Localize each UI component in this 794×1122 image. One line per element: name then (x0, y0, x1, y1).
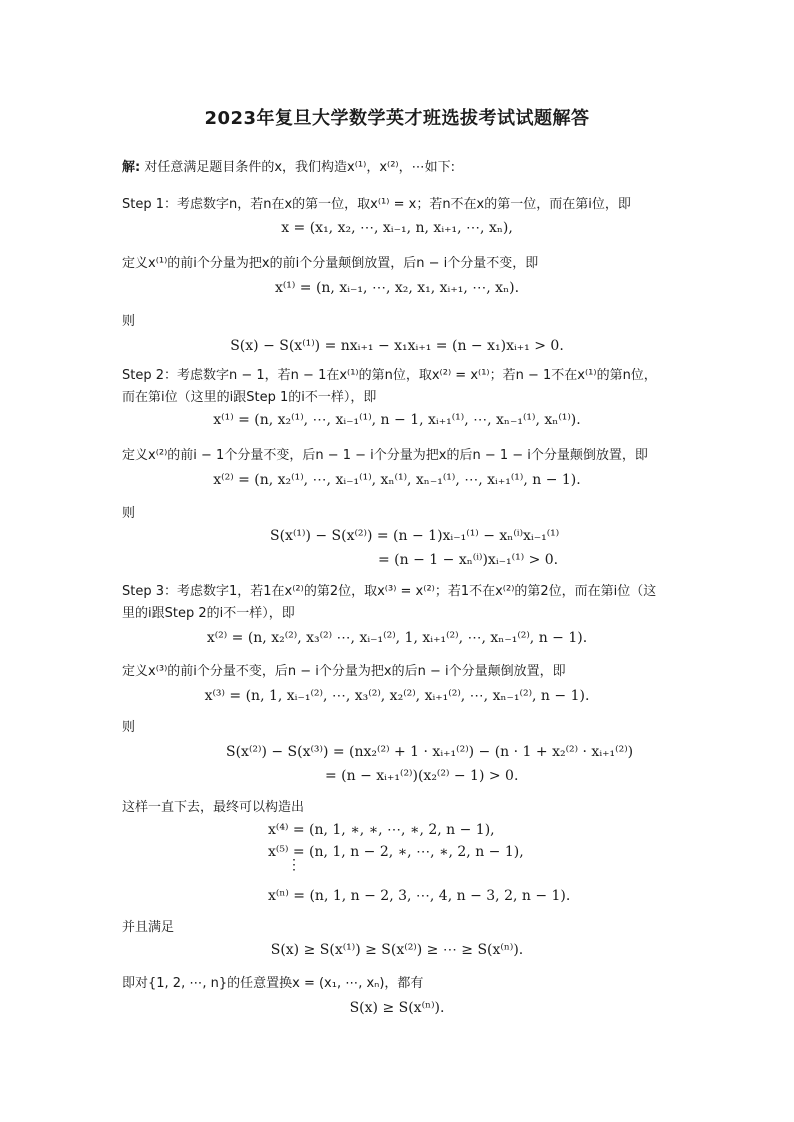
intro-line (122, 156, 455, 175)
step2-equation-x1: x⁽¹⁾ = (n, x₂⁽¹⁾, ⋯, xᵢ₋₁⁽¹⁾, n − 1, xᵢ₊₁⁽¹⁾, ⋯, xₙ₋₁⁽¹⁾, xₙ⁽¹⁾). (213, 412, 581, 428)
step2-inequality-line1: S(x⁽¹⁾) − S(x⁽²⁾) = (n − 1)xᵢ₋₁⁽¹⁾ − xₙ⁽ⁱ⁾xᵢ₋₁⁽¹⁾ (270, 528, 560, 544)
step3-equation-x3: x⁽³⁾ = (n, 1, xᵢ₋₁⁽²⁾, ⋯, x₃⁽²⁾, x₂⁽²⁾, xᵢ₊₁⁽²⁾, ⋯, xₙ₋₁⁽²⁾, n − 1). (204, 688, 590, 704)
step3-then: 则 (122, 720, 136, 735)
equation-xn: x⁽ⁿ⁾ = (n, 1, n − 2, 3, ⋯, 4, n − 3, 2, n − 1). (268, 888, 571, 904)
step3-definition: 定义x⁽³⁾的前i个分量不变，后n − i个分量为把x的后n − i个分量颠倒放置，即 (122, 664, 566, 679)
step2-text-cont: 而在第i位（这里的i跟Step 1的i不一样），即 (122, 390, 377, 405)
step1-text: Step 1：考虑数字n，若n在x的第一位，取x⁽¹⁾ = x；若n不在x的第一位，而在第i位，即 (122, 197, 631, 212)
conclusion-permutation: 即对{1, 2, ⋯, n}的任意置换x = (x₁, ⋯, xₙ)，都有 (122, 976, 424, 991)
step1-then: 则 (122, 314, 136, 329)
step1-equation-x: x = (x₁, x₂, ⋯, xᵢ₋₁, n, xᵢ₊₁, ⋯, xₙ), (281, 220, 513, 236)
step2-then: 则 (122, 506, 136, 521)
step3-equation-x2: x⁽²⁾ = (n, x₂⁽²⁾, x₃⁽²⁾ ⋯, xᵢ₋₁⁽²⁾, 1, xᵢ₊₁⁽²⁾, ⋯, xₙ₋₁⁽²⁾, n − 1). (206, 630, 588, 646)
page-title: 2023年复旦大学数学英才班选拔考试试题解答 (204, 108, 590, 129)
step2-text: Step 2：考虑数字n − 1，若n − 1在x⁽¹⁾的第n位，取x⁽²⁾ = x⁽¹⁾；若n − 1不在x⁽¹⁾的第n位， (122, 368, 657, 383)
step2-definition: 定义x⁽²⁾的前i − 1个分量不变，后n − 1 − i个分量为把x的后n − 1 − i个分量颠倒放置，即 (122, 448, 648, 463)
step1-definition: 定义x⁽¹⁾的前i个分量为把x的前i个分量颠倒放置，后n − i个分量不变，即 (122, 256, 539, 271)
step1-inequality: S(x) − S(x⁽¹⁾) = nxᵢ₊₁ − x₁xᵢ₊₁ = (n − x₁)xᵢ₊₁ > 0. (230, 338, 564, 354)
vertical-dots: ⋮ (287, 857, 301, 873)
conclusion-final: S(x) ≥ S(x⁽ⁿ⁾). (349, 1000, 445, 1016)
equation-x5: x⁽⁵⁾ = (n, 1, n − 2, ∗, ⋯, ∗, 2, n − 1), (268, 844, 524, 860)
intro-text: 对任意满足题目条件的x，我们构造x⁽¹⁾，x⁽²⁾，⋯如下: (144, 160, 455, 175)
solution-label: 解: (122, 160, 141, 175)
continue-text: 这样一直下去，最终可以构造出 (122, 800, 305, 815)
step3-inequality-line1: S(x⁽²⁾) − S(x⁽³⁾) = (nx₂⁽²⁾ + 1 · xᵢ₊₁⁽²⁾) − (n · 1 + x₂⁽²⁾ · xᵢ₊₁⁽²⁾) (226, 744, 634, 760)
step3-text-cont: 里的i跟Step 2的i不一样），即 (122, 606, 295, 621)
step3-inequality-line2: = (n − xᵢ₊₁⁽²⁾)(x₂⁽²⁾ − 1) > 0. (325, 768, 519, 784)
step3-text: Step 3：考虑数字1，若1在x⁽²⁾的第2位，取x⁽³⁾ = x⁽²⁾；若1不在x⁽²⁾的第2位，而在第i位（这 (122, 584, 657, 599)
conclusion-text: 并且满足 (122, 920, 175, 935)
step2-equation-x2: x⁽²⁾ = (n, x₂⁽¹⁾, ⋯, xᵢ₋₁⁽¹⁾, xₙ⁽¹⁾, xₙ₋₁⁽¹⁾, ⋯, xᵢ₊₁⁽¹⁾, n − 1). (213, 472, 581, 488)
conclusion-chain: S(x) ≥ S(x⁽¹⁾) ≥ S(x⁽²⁾) ≥ ⋯ ≥ S(x⁽ⁿ⁾). (270, 942, 524, 958)
step2-inequality-line2: = (n − 1 − xₙ⁽ⁱ⁾)xᵢ₋₁⁽¹⁾ > 0. (378, 552, 559, 568)
equation-x4: x⁽⁴⁾ = (n, 1, ∗, ∗, ⋯, ∗, 2, n − 1), (268, 822, 495, 838)
step1-equation-x1: x⁽¹⁾ = (n, xᵢ₋₁, ⋯, x₂, x₁, xᵢ₊₁, ⋯, xₙ). (274, 280, 520, 296)
